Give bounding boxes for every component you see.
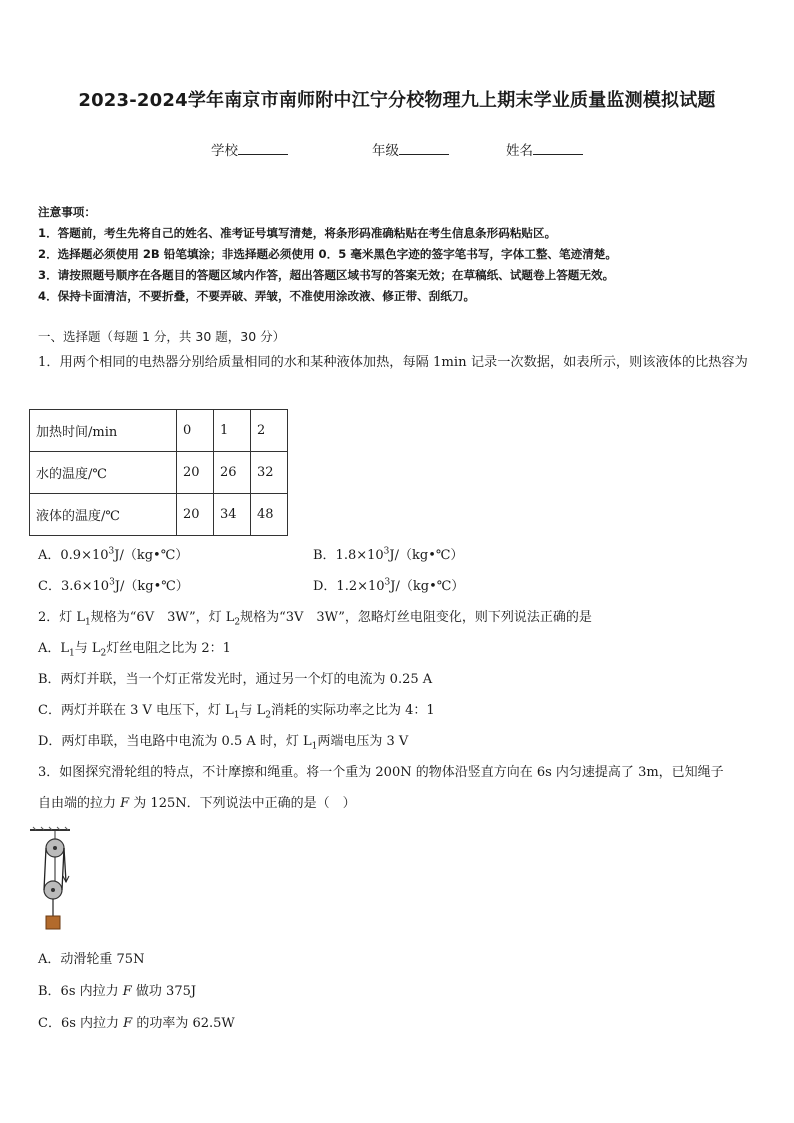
option-text: 做功 375J [131, 984, 197, 999]
option-text: B．6s 内拉力 [38, 984, 123, 999]
q1-stem: 1．用两个相同的电热器分别给质量相同的水和某种液体加热，每隔 1min 记录一次数据，如表所示，则该液体的比热容为 [38, 355, 748, 370]
q3-option-b[interactable] [38, 980, 196, 999]
q1-option-b[interactable] [313, 544, 463, 563]
school-field [211, 139, 288, 159]
option-text: 灯丝电阻之比为 2：1 [106, 641, 231, 656]
stem-text: 2．灯 L [38, 610, 86, 625]
stem-sub: 1 [85, 617, 91, 628]
notice-item: 4．保持卡面清洁，不要折叠，不要弄破、弄皱，不准使用涂改液、修正带、刮纸刀。 [38, 289, 476, 303]
q3-option-a[interactable] [38, 948, 144, 967]
q1-option-c[interactable] [38, 575, 189, 594]
table-cell: 2 [251, 410, 288, 452]
q3-stem-line1: 3．如图探究滑轮组的特点，不计摩擦和绳重。将一个重为 200N 的物体沿竖直方向在 6s 内匀速提高了 3m，已知绳子 [38, 765, 724, 780]
option-sub: 1 [233, 710, 240, 721]
option-sup: 3 [383, 546, 390, 557]
table-cell: 水的温度/℃ [30, 452, 177, 494]
q3-stem-line2 [38, 792, 356, 811]
exam-title: 2023-2024学年南京市南师附中江宁分校物理九上期末学业质量监测模拟试题 [78, 90, 716, 111]
table-cell: 34 [214, 494, 251, 536]
option-text: D．1.2×10 [313, 579, 385, 594]
option-sub: 2 [265, 710, 272, 721]
option-text: B．两灯并联，当一个灯正常发光时，通过另一个灯的电流为 0.25 A [38, 672, 433, 687]
q2-option-d[interactable] [38, 730, 408, 752]
grade-field [372, 139, 449, 159]
pulley-figure [30, 826, 80, 934]
table-cell: 液体的温度/℃ [30, 494, 177, 536]
q1-option-d[interactable] [313, 575, 464, 594]
school-blank[interactable] [238, 140, 288, 155]
stem-text: 规格为“6V 3W”，灯 L [90, 610, 235, 625]
option-text: C．3.6×10 [38, 579, 110, 594]
table-cell: 20 [177, 452, 214, 494]
stem-text: 规格为“3V 3W”，忽略灯丝电阻变化，则下列说法正确的是 [240, 610, 592, 625]
table-row [30, 494, 288, 536]
notice-block [38, 202, 617, 307]
option-text: A．L [38, 641, 70, 656]
q1-table [29, 409, 288, 536]
force-symbol: F [120, 796, 130, 811]
option-text: J/（kg•℃） [389, 548, 464, 563]
option-text: C．两灯并联在 3 V 电压下，灯 L [38, 703, 234, 718]
name-field [506, 139, 583, 159]
q1-option-a[interactable] [38, 544, 188, 563]
q2-option-b[interactable] [38, 668, 432, 687]
option-text: 的功率为 62.5W [132, 1016, 235, 1031]
table-cell: 20 [177, 494, 214, 536]
table-cell: 32 [251, 452, 288, 494]
force-symbol: F [123, 1016, 133, 1031]
table-cell: 1 [214, 410, 251, 452]
ceiling-support [30, 827, 70, 840]
option-text: A．0.9×10 [38, 548, 109, 563]
option-sup: 3 [384, 577, 391, 588]
option-sub: 1 [69, 648, 75, 659]
table-cell: 加热时间/min [30, 410, 177, 452]
option-sup: 3 [109, 577, 115, 588]
notice-item: 3．请按照题号顺序在各题目的答题区域内作答，超出答题区域书写的答案无效；在草稿纸、试题卷上答题无效。 [38, 268, 615, 282]
option-text: 与 L [74, 641, 101, 656]
option-sub: 1 [311, 741, 318, 752]
table-cell: 26 [214, 452, 251, 494]
name-blank[interactable] [533, 140, 583, 155]
table-row [30, 452, 288, 494]
notice-item: 1．答题前，考生先将自己的姓名、准考证号填写清楚，将条形码准确粘贴在考生信息条形码粘贴区。 [38, 226, 557, 240]
section-title: 一、选择题（每题 1 分，共 30 题，30 分） [38, 329, 286, 344]
q3-option-c[interactable] [38, 1012, 235, 1031]
stem-sub: 2 [234, 617, 241, 628]
school-label: 学校 [211, 143, 238, 159]
table-cell: 0 [177, 410, 214, 452]
stem-text: 自由端的拉力 [38, 796, 121, 811]
option-text: A．动滑轮重 75N [38, 952, 145, 967]
option-text: J/（kg•℃） [114, 579, 189, 594]
q2-stem [38, 606, 592, 628]
option-text: 消耗的实际功率之比为 4：1 [271, 703, 435, 718]
option-text: 与 L [239, 703, 266, 718]
force-symbol: F [122, 984, 132, 999]
option-text: D．两灯串联，当电路中电流为 0.5 A 时，灯 L [38, 734, 312, 749]
stem-text: 为 125N．下列说法中正确的是（ ） [129, 796, 356, 811]
notice-heading: 注意事项： [38, 205, 96, 219]
grade-label: 年级 [372, 143, 399, 159]
table-row [30, 410, 288, 452]
q2-option-a[interactable] [38, 637, 231, 659]
option-text: C．6s 内拉力 [38, 1016, 124, 1031]
movable-pulley [44, 881, 62, 899]
table-cell: 48 [251, 494, 288, 536]
option-text: B．1.8×10 [313, 548, 384, 563]
weight-block [46, 916, 60, 929]
grade-blank[interactable] [399, 140, 449, 155]
option-sub: 2 [100, 648, 107, 659]
name-label: 姓名 [506, 143, 533, 159]
fixed-pulley [46, 839, 64, 857]
q2-option-c[interactable] [38, 699, 435, 721]
notice-item: 2．选择题必须使用 2B 铅笔填涂；非选择题必须使用 0．5 毫米黑色字迹的签字笔书写，字体工整、笔迹清楚。 [38, 247, 617, 261]
option-text: 两端电压为 3 V [317, 734, 409, 749]
option-sup: 3 [108, 546, 115, 557]
option-text: J/（kg•℃） [114, 548, 189, 563]
option-text: J/（kg•℃） [390, 579, 465, 594]
